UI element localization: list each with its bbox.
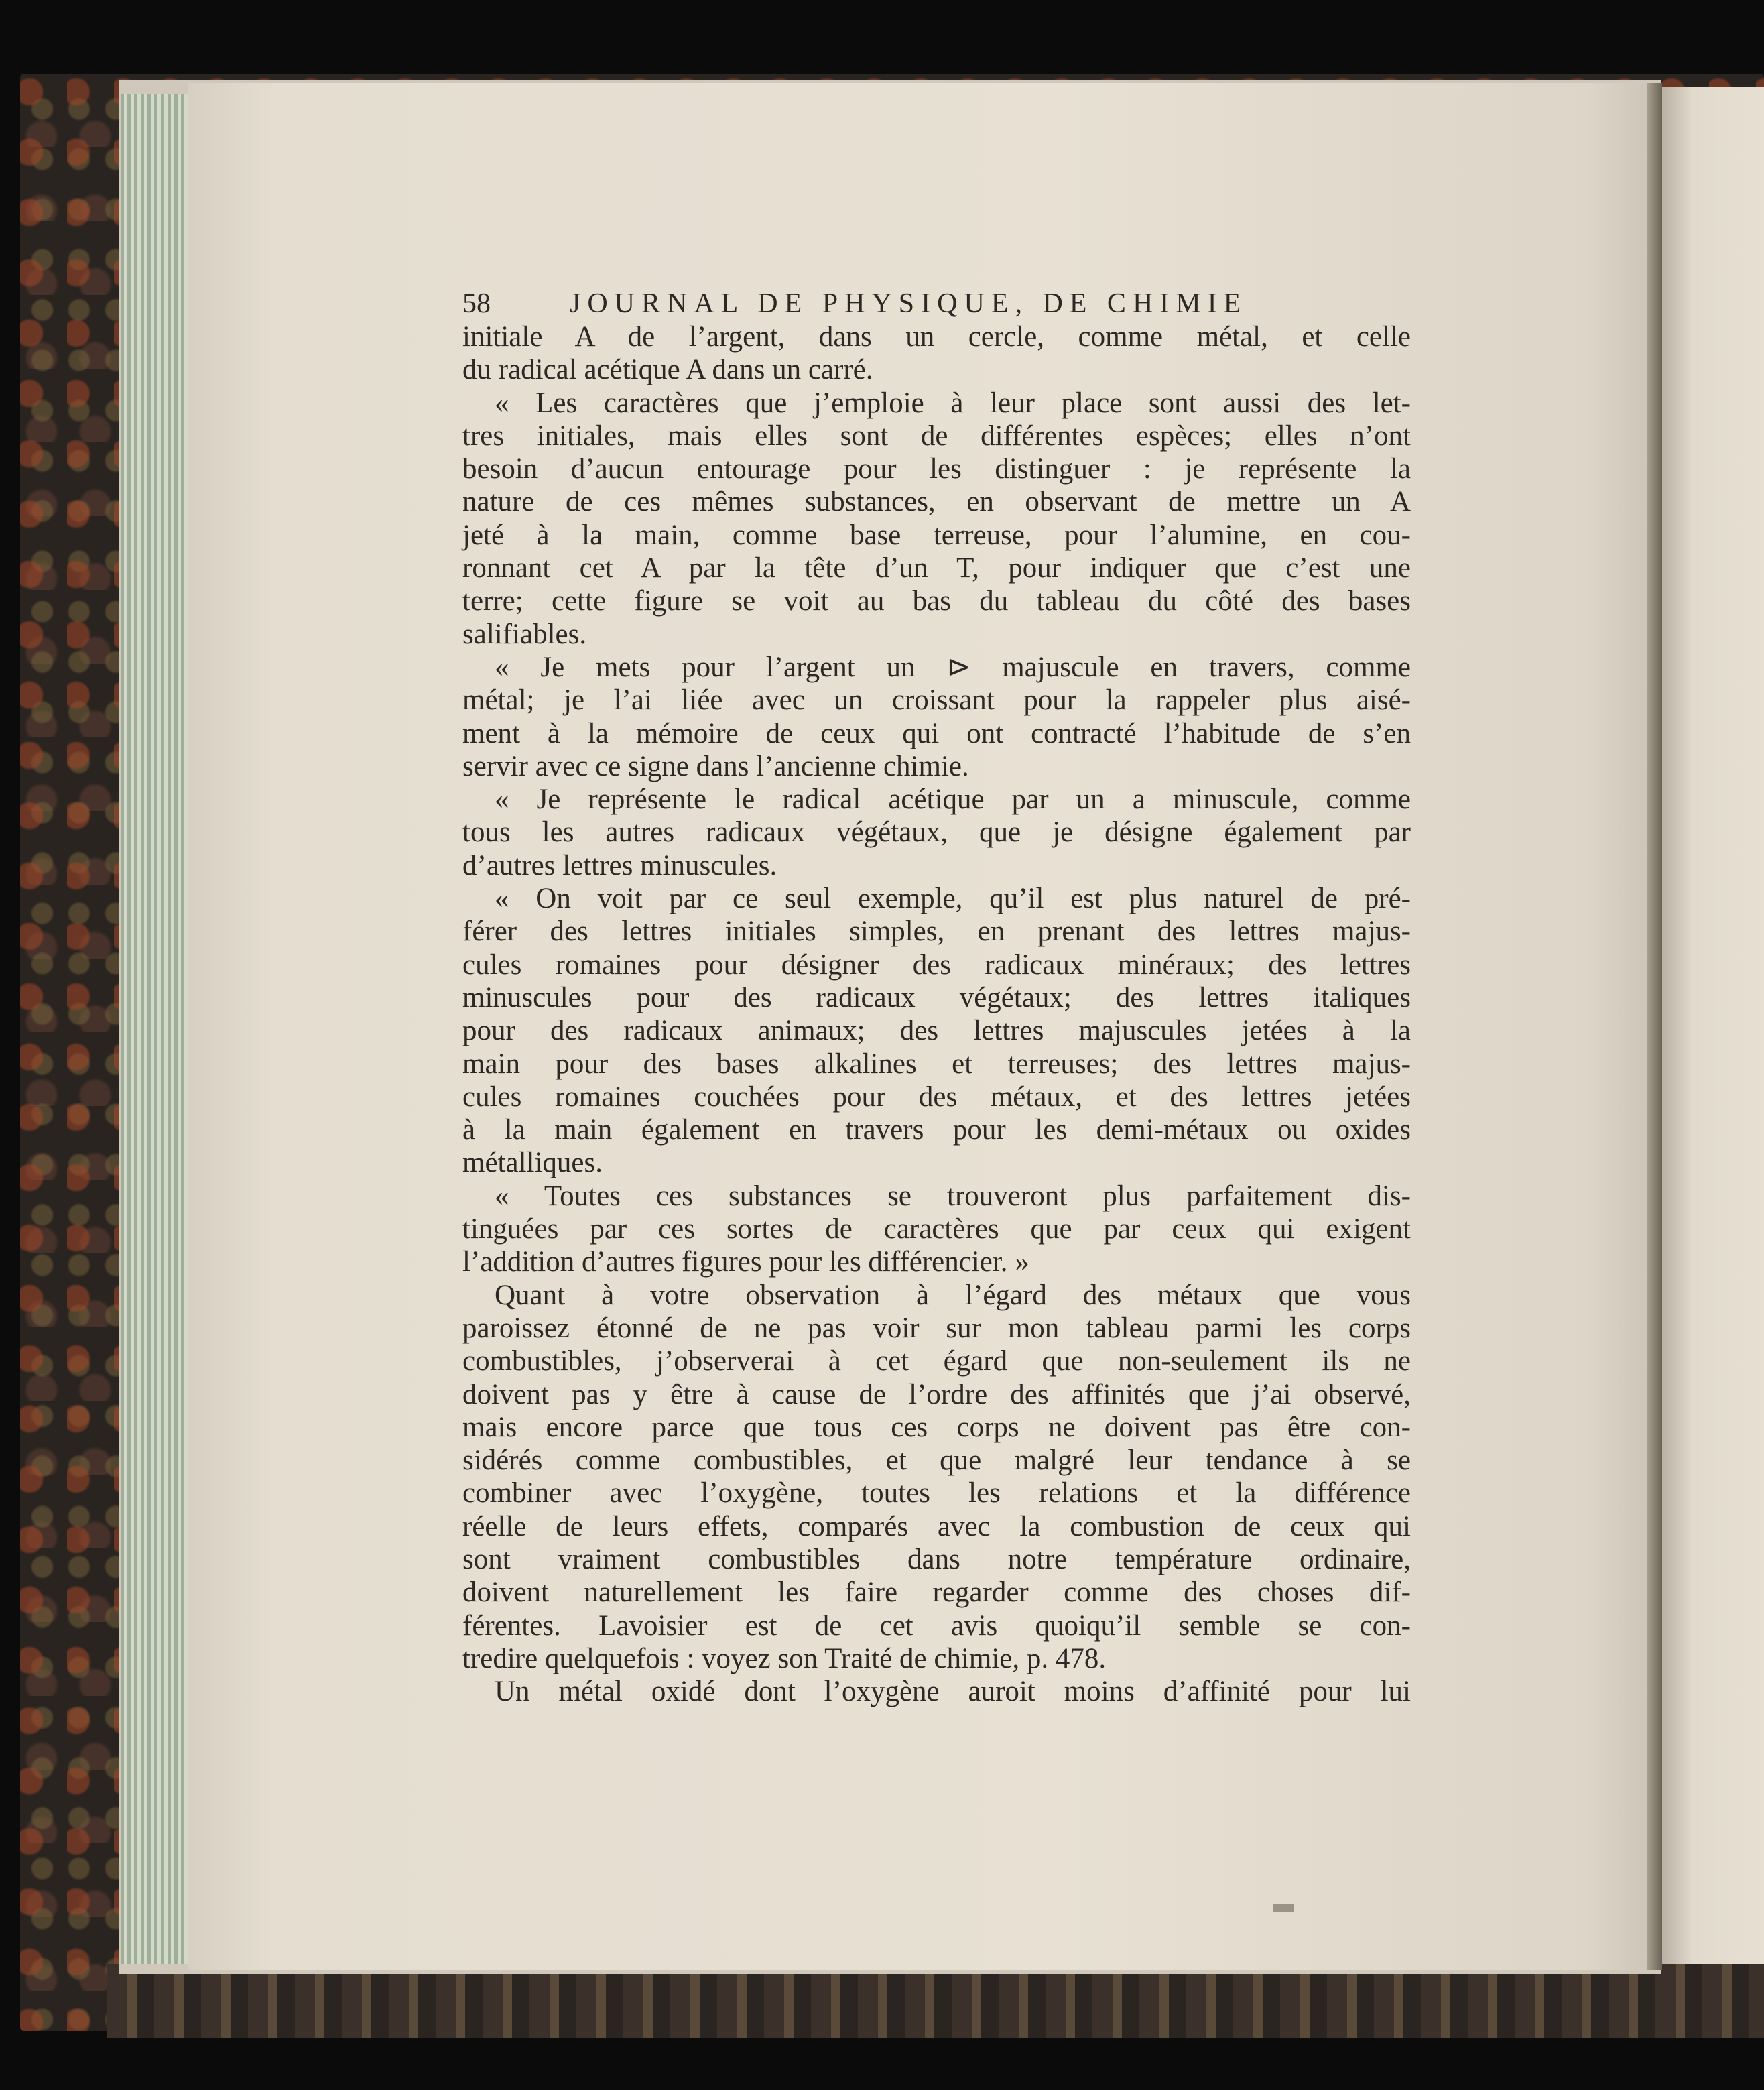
- text-line: pour des radicaux animaux; des lettres majuscules jetées à la: [462, 1015, 1411, 1047]
- text-line: « Les caractères que j’emploie à leur place sont aussi des let-: [495, 387, 1411, 419]
- text-line: réelle de leurs effets, comparés avec la combustion de ceux qui: [462, 1510, 1411, 1542]
- text-line: « Je mets pour l’argent un ⊳ majuscule en travers, comme: [495, 651, 1411, 683]
- text-line: d’autres lettres minuscules.: [462, 849, 777, 881]
- text-line: Quant à votre observation à l’égard des métaux que vous: [495, 1279, 1411, 1311]
- text-line: férentes. Lavoisier est de cet avis quoiqu’il semble se con-: [462, 1609, 1411, 1642]
- text-line: terre; cette figure se voit au bas du tableau du côté des bases: [462, 585, 1411, 617]
- text-line: l’addition d’autres figures pour les différencier. »: [462, 1246, 1029, 1278]
- text-line: tous les autres radicaux végétaux, que je désigne également par: [462, 816, 1411, 849]
- text-line: du radical acétique A dans un carré.: [462, 354, 873, 386]
- text-line: main pour des bases alkalines et terreuses; des lettres majus-: [462, 1048, 1411, 1080]
- text-line: métal; je l’ai liée avec un croissant pour la rappeler plus aisé-: [462, 684, 1411, 717]
- text-line: jeté à la main, comme base terreuse, pour l’alumine, en cou-: [462, 519, 1411, 551]
- text-line: sont vraiment combustibles dans notre température ordinaire,: [462, 1543, 1411, 1575]
- text-line: servir avec ce signe dans l’ancienne chimie.: [462, 750, 969, 782]
- text-line: ment à la mémoire de ceux qui ont contracté l’habitude de s’en: [462, 717, 1411, 749]
- page-edges: [121, 94, 191, 1964]
- text-line: « On voit par ce seul exemple, qu’il est plus naturel de pré-: [495, 883, 1411, 915]
- text-line: « Toutes ces substances se trouveront plus parfaitement dis-: [495, 1180, 1411, 1212]
- cover-marbled-edge: [107, 1964, 1764, 2038]
- page-number: 58: [462, 288, 491, 319]
- text-block: [462, 288, 1411, 1708]
- text-line: salifiables.: [462, 618, 587, 650]
- text-line: combiner avec l’oxygène, toutes les relations et la différence: [462, 1477, 1411, 1510]
- body-text: [462, 320, 1411, 1708]
- text-line: tinguées par ces sortes de caractères que par ceux qui exigent: [462, 1213, 1411, 1245]
- facing-page: [1662, 87, 1764, 1964]
- gutter: [1647, 83, 1662, 1970]
- text-line: mais encore parce que tous ces corps ne doivent pas être con-: [462, 1411, 1411, 1443]
- text-line: cules romaines couchées pour des métaux, et des lettres jetées: [462, 1081, 1411, 1113]
- text-line: ronnant cet A par la tête d’un T, pour indiquer que c’est une: [462, 552, 1411, 585]
- text-line: tredire quelquefois : voyez son Traité de chimie, p. 478.: [462, 1642, 1107, 1674]
- text-line: sidérés comme combustibles, et que malgré leur tendance à se: [462, 1444, 1411, 1477]
- text-line: paroissez étonné de ne pas voir sur mon tableau parmi les corps: [462, 1312, 1411, 1344]
- text-line: doivent naturellement les faire regarder comme des choses dif-: [462, 1577, 1411, 1609]
- running-title: JOURNAL DE PHYSIQUE, DE CHIMIE: [570, 288, 1248, 319]
- text-line: métalliques.: [462, 1147, 603, 1179]
- page-mark: [1273, 1904, 1294, 1912]
- running-head: [462, 288, 1411, 319]
- text-line: tres initiales, mais elles sont de différentes espèces; elles n’ont: [462, 420, 1411, 452]
- text-line: minuscules pour des radicaux végétaux; des lettres italiques: [462, 981, 1411, 1013]
- text-line: férer des lettres initiales simples, en prenant des lettres majus-: [462, 916, 1411, 948]
- text-line: « Je représente le radical acétique par un a minuscule, comme: [495, 784, 1411, 816]
- text-line: à la main également en travers pour les demi-métaux ou oxides: [462, 1114, 1411, 1146]
- text-line: combustibles, j’observerai à cet égard que non-seulement ils ne: [462, 1345, 1411, 1377]
- text-line: besoin d’aucun entourage pour les distinguer : je représente la: [462, 453, 1411, 485]
- text-line: nature de ces mêmes substances, en observant de mettre un A: [462, 486, 1411, 518]
- text-line: Un métal oxidé dont l’oxygène auroit moins d’affinité pour lui: [495, 1676, 1411, 1708]
- text-line: initiale A de l’argent, dans un cercle, comme métal, et celle: [462, 321, 1411, 353]
- text-line: doivent pas y être à cause de l’ordre des affinités que j’ai observé,: [462, 1378, 1411, 1410]
- text-line: cules romaines pour désigner des radicaux minéraux; des lettres: [462, 948, 1411, 981]
